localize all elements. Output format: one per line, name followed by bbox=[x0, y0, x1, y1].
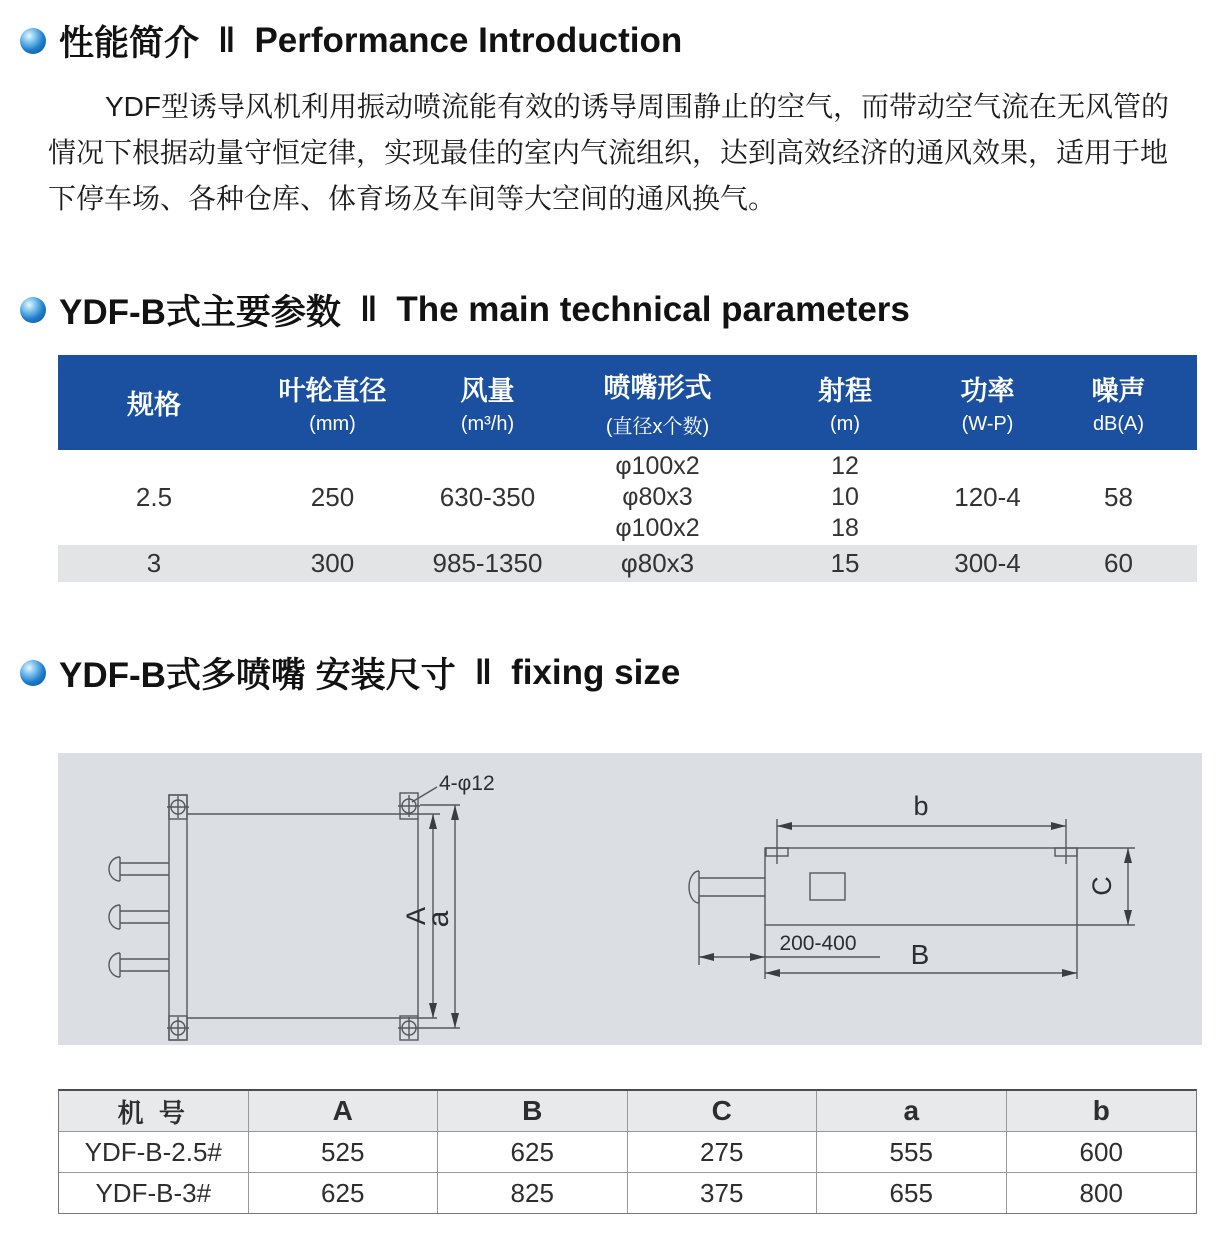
column-header bbox=[415, 355, 560, 450]
airflow-cell: 985-1350 bbox=[432, 548, 543, 578]
nozzle-line: φ100x2 bbox=[615, 514, 700, 542]
paragraph-line: YDF型诱导风机利用振动喷流能有效的诱导周围静止的空气，而带动空气流在无风管的 bbox=[105, 91, 1170, 122]
dim-a-cell: 655 bbox=[817, 1173, 1007, 1213]
column-header-unit: dB(A) bbox=[1092, 413, 1145, 435]
column-header bbox=[935, 355, 1040, 450]
section-bullet-icon bbox=[20, 660, 46, 686]
column-header bbox=[58, 355, 250, 450]
paragraph-line: 情况下根据动量守恒定律，实现最佳的室内气流组织，达到高效经济的通风效果，适用于地 bbox=[48, 137, 1169, 168]
column-header-unit: (W-P) bbox=[961, 413, 1014, 435]
dim-A-cell: 525 bbox=[249, 1132, 439, 1173]
column-header: b bbox=[1007, 1091, 1197, 1132]
parameters-table-header-row bbox=[58, 355, 1197, 450]
title-separator: ‖ bbox=[359, 290, 378, 329]
parameters-table-row bbox=[58, 545, 1197, 582]
range-line: 18 bbox=[831, 514, 859, 542]
nozzle-line: φ80x3 bbox=[622, 483, 693, 511]
dim-label-B: B bbox=[910, 939, 930, 970]
column-header: B bbox=[438, 1091, 628, 1132]
column-header: C bbox=[628, 1091, 818, 1132]
dim-C-cell: 275 bbox=[628, 1132, 818, 1173]
fixing-title-en: fixing size bbox=[511, 653, 681, 692]
range-line: 12 bbox=[831, 452, 859, 480]
power-cell: 300-4 bbox=[954, 548, 1021, 578]
column-header-unit: (mm) bbox=[309, 413, 356, 435]
range-line: 10 bbox=[831, 483, 859, 511]
power-cell: 120-4 bbox=[954, 482, 1021, 512]
model-cell: YDF-B-2.5# bbox=[59, 1132, 249, 1173]
performance-title-zh: 性能简介 bbox=[59, 24, 200, 63]
impeller-diameter-cell: 300 bbox=[310, 548, 355, 578]
impeller-diameter-cell: 250 bbox=[310, 482, 355, 512]
performance-section-heading bbox=[20, 16, 682, 66]
dim-label-A: A bbox=[401, 906, 431, 926]
dim-a-cell: 555 bbox=[817, 1132, 1007, 1173]
column-header-unit: (m³/h) bbox=[460, 413, 515, 435]
paragraph-line: 下停车场、各种仓库、体育场及车间等大空间的通风换气。 bbox=[48, 183, 777, 214]
fixing-size-table bbox=[58, 1089, 1197, 1214]
noise-cell: 58 bbox=[1104, 482, 1133, 512]
performance-paragraph bbox=[48, 84, 1169, 222]
dim-B-cell: 825 bbox=[438, 1173, 628, 1213]
fixing-section-heading bbox=[20, 648, 680, 698]
dim-C-cell: 375 bbox=[628, 1173, 818, 1213]
column-header bbox=[560, 355, 755, 450]
column-header: 机 号 bbox=[59, 1091, 249, 1132]
installation-drawing-panel bbox=[58, 753, 1202, 1045]
column-header-label: 喷嘴形式 bbox=[603, 373, 712, 403]
column-header bbox=[755, 355, 935, 450]
dim-label-a: a bbox=[422, 910, 455, 928]
fixing-table-header-row bbox=[59, 1091, 1196, 1132]
fixing-table-row bbox=[59, 1173, 1196, 1213]
bolt-spec-label: 4-φ12 bbox=[439, 772, 495, 795]
column-header-unit: (m) bbox=[830, 413, 860, 435]
dim-b-cell: 800 bbox=[1007, 1173, 1197, 1213]
parameters-table bbox=[58, 355, 1197, 582]
range-cell: 15 bbox=[830, 548, 860, 578]
parameters-title-zh: YDF-B式主要参数 bbox=[59, 293, 341, 332]
nozzle-line: φ100x2 bbox=[615, 452, 700, 480]
installation-diagram bbox=[58, 753, 1202, 1045]
column-header: A bbox=[249, 1091, 439, 1132]
section-bullet-icon bbox=[20, 28, 46, 54]
fixing-title-zh: YDF-B式多喷嘴 安装尺寸 bbox=[59, 656, 456, 695]
nozzle-type-cell: φ80x3 bbox=[620, 548, 695, 578]
column-header: a bbox=[817, 1091, 1007, 1132]
dim-label-b: b bbox=[913, 791, 929, 821]
section-bullet-icon bbox=[20, 297, 46, 323]
column-header bbox=[250, 355, 415, 450]
airflow-cell: 630-350 bbox=[439, 482, 536, 512]
column-header-label: 风量 bbox=[460, 376, 515, 406]
range-cell bbox=[755, 450, 935, 545]
model-cell: YDF-B-3# bbox=[59, 1173, 249, 1213]
parameters-section-heading bbox=[20, 285, 910, 335]
dim-B-cell: 625 bbox=[438, 1132, 628, 1173]
column-header bbox=[1040, 355, 1197, 450]
title-separator: ‖ bbox=[474, 653, 493, 692]
dim-label-C: C bbox=[1087, 876, 1117, 896]
fixing-table-row bbox=[59, 1132, 1196, 1173]
column-header-label: 噪声 bbox=[1091, 376, 1146, 406]
noise-cell: 60 bbox=[1104, 548, 1133, 578]
parameters-table-row bbox=[58, 450, 1197, 545]
column-header-label: 射程 bbox=[818, 376, 872, 406]
spec-cell: 3 bbox=[146, 548, 162, 578]
title-separator: ‖ bbox=[218, 21, 236, 60]
column-header-label: 功率 bbox=[960, 376, 1015, 406]
performance-title-en: Performance Introduction bbox=[254, 21, 683, 60]
dim-b-cell: 600 bbox=[1007, 1132, 1197, 1173]
column-header-unit: (直径x个数) bbox=[605, 416, 710, 438]
column-header-label: 规格 bbox=[127, 390, 181, 420]
dim-label-nozzle-offset: 200-400 bbox=[779, 932, 857, 955]
parameters-title-en: The main technical parameters bbox=[396, 290, 910, 329]
dim-A-cell: 625 bbox=[249, 1173, 439, 1213]
column-header-label: 叶轮直径 bbox=[278, 376, 387, 406]
spec-cell: 2.5 bbox=[135, 482, 173, 512]
nozzle-type-cell bbox=[560, 450, 755, 545]
